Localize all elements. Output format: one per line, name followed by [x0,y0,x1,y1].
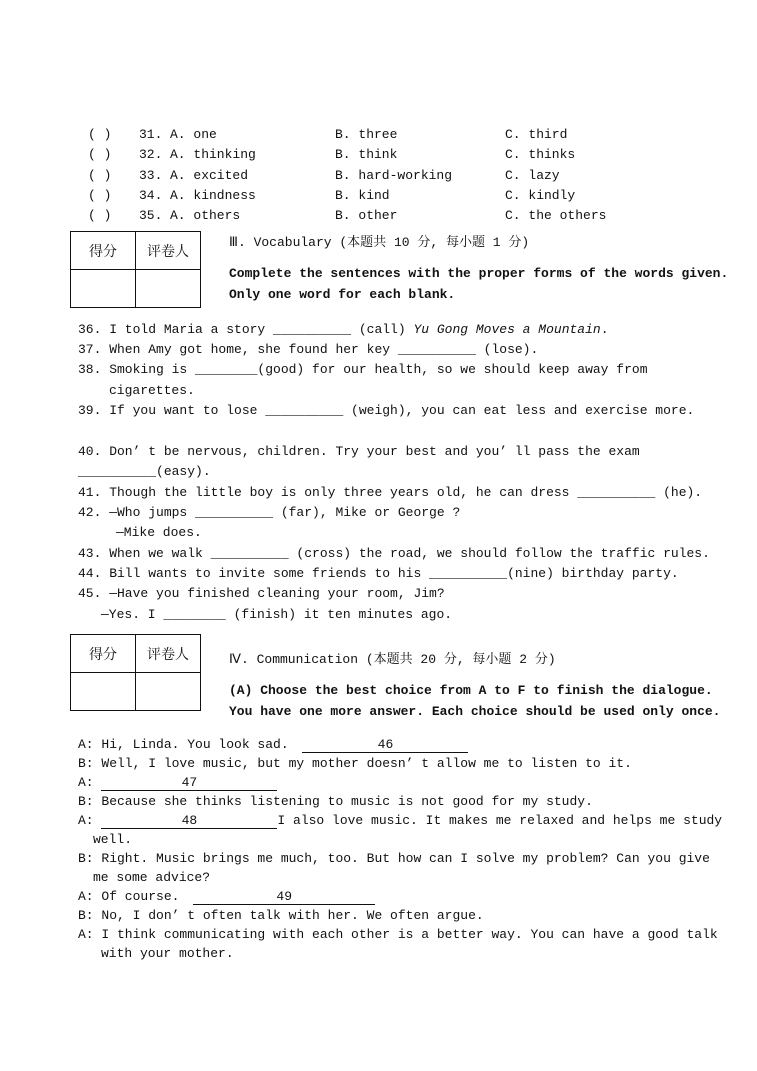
question-number: 34. [139,188,163,203]
option-b: B. think [335,147,398,162]
dialogue-line: A: 47 [78,775,277,791]
question-43: 43. When we walk __________ (cross) the road, we should follow the traffic rules. [78,546,710,561]
question-38-cont: cigarettes. [109,383,195,398]
dialogue-line: B: No, I don’ t often talk with her. We often argue. [78,908,484,923]
score-label: 得分 [71,232,136,270]
question-44: 44. Bill wants to invite some friends to his __________(nine) birthday party. [78,566,679,581]
answer-paren[interactable]: ( ) [88,208,112,223]
dialogue-line: B: Because she thinks listening to music is not good for my study. [78,794,593,809]
question-42-answer: —Mike does. [116,525,202,540]
grader-label: 评卷人 [136,635,201,673]
question-number: 35. [139,208,163,223]
comm-instructions: (A) Choose the best choice from A to F to finish the dialogue. [229,683,713,698]
dialogue-line: B: Well, I love music, but my mother doesn’ t allow me to listen to it. [78,756,632,771]
dialogue-line: B: Right. Music brings me much, too. But how can I solve my problem? Can you give [78,851,710,866]
score-box [70,231,201,308]
option-b: B. other [335,208,398,223]
blank-48[interactable]: 48 [101,814,277,829]
score-cell[interactable] [71,270,136,308]
question-41: 41. Though the little boy is only three years old, he can dress __________ (he). [78,485,703,500]
vocab-instructions: Complete the sentences with the proper forms of the words given. [229,266,729,281]
blank-46[interactable]: 46 [302,738,468,753]
option-b: B. three [335,127,398,142]
question-number: 31. [139,127,163,142]
dialogue-line-cont: with your mother. [101,946,234,961]
answer-paren[interactable]: ( ) [88,168,112,183]
option-b: B. kind [335,188,390,203]
answer-paren[interactable]: ( ) [88,188,112,203]
option-a: A. thinking [170,147,256,162]
option-a: A. one [170,127,217,142]
option-a: A. kindness [170,188,256,203]
score-cell[interactable] [71,673,136,711]
question-number: 32. [139,147,163,162]
question-40: 40. Don’ t be nervous, children. Try your best and you’ ll pass the exam [78,444,640,459]
option-c: C. kindly [505,188,576,203]
score-label: 得分 [71,635,136,673]
grader-cell[interactable] [136,270,201,308]
section-heading-communication: Ⅳ. Communication (本题共 20 分, 每小题 2 分) [229,652,556,667]
answer-paren[interactable]: ( ) [88,147,112,162]
dialogue-line: A: Of course. 49 [78,889,375,905]
dialogue-line: A: 48 I also love music. It makes me relaxed and helps me study [78,813,723,828]
blank-49[interactable]: 49 [193,890,375,905]
vocab-instructions-2: Only one word for each blank. [229,287,456,302]
score-box [70,634,201,711]
dialogue-line-cont: well. [93,832,133,847]
comm-instructions-2: You have one more answer. Each choice should be used only once. [229,704,721,719]
question-37: 37. When Amy got home, she found her key __________ (lose). [78,342,539,357]
blank-47[interactable]: 47 [101,776,277,791]
grader-cell[interactable] [136,673,201,711]
question-38: 38. Smoking is ________(good) for our health, so we should keep away from [78,362,648,377]
dialogue-line: A: Hi, Linda. You look sad. 46 [78,737,468,753]
option-a: A. others [170,208,241,223]
option-c: C. the others [505,208,607,223]
section-heading-vocabulary: Ⅲ. Vocabulary (本题共 10 分, 每小题 1 分) [229,235,530,250]
dialogue-line-cont: me some advice? [93,870,211,885]
question-40-cont: __________(easy). [78,464,211,479]
question-number: 33. [139,168,163,183]
dialogue-line: A: I think communicating with each other is a better way. You can have a good talk [78,927,718,942]
grader-label: 评卷人 [136,232,201,270]
question-42: 42. —Who jumps __________ (far), Mike or George ? [78,505,461,520]
question-45-answer: —Yes. I ________ (finish) it ten minutes ago. [101,607,453,622]
option-c: C. third [505,127,568,142]
question-39: 39. If you want to lose __________ (weigh), you can eat less and exercise more. [78,403,695,418]
option-a: A. excited [170,168,249,183]
answer-paren[interactable]: ( ) [88,127,112,142]
question-45: 45. —Have you finished cleaning your room, Jim? [78,586,445,601]
option-c: C. lazy [505,168,560,183]
option-b: B. hard-working [335,168,453,183]
option-c: C. thinks [505,147,576,162]
question-36: 36. I told Maria a story __________ (call) Yu Gong Moves a Mountain. [78,322,609,337]
